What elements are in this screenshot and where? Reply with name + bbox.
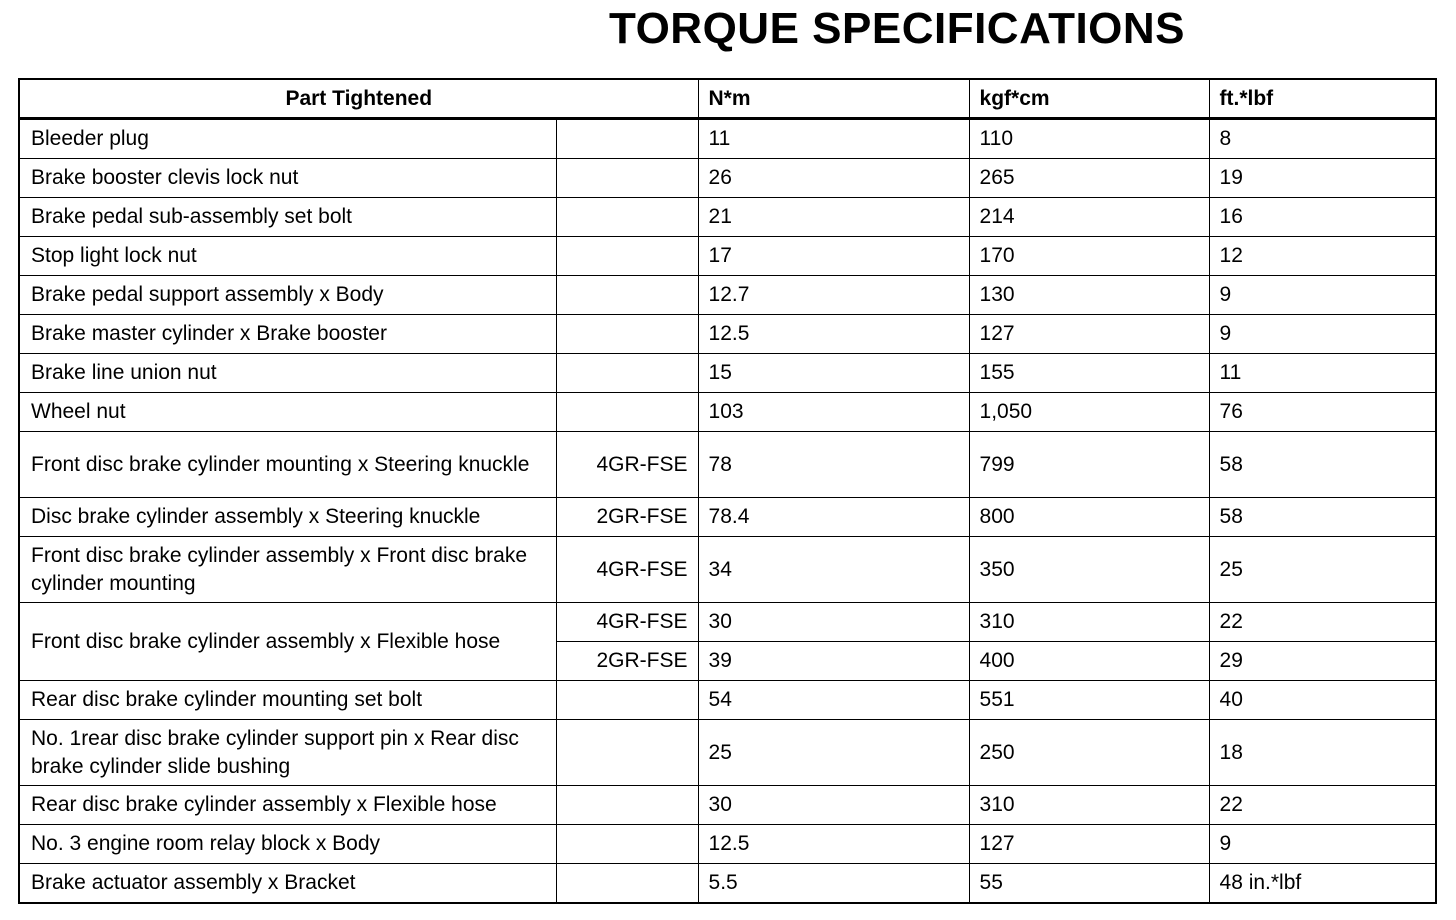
table-row (19, 825, 1436, 864)
ftlbf-cell: 25 (1209, 537, 1436, 603)
variant-cell (556, 354, 698, 393)
part-cell: Brake pedal support assembly x Body (19, 276, 556, 315)
part-cell: Front disc brake cylinder assembly x Flexible hose (19, 603, 556, 681)
table-row (19, 119, 1436, 159)
part-cell: Brake pedal sub-assembly set bolt (19, 198, 556, 237)
part-cell: Front disc brake cylinder mounting x Steering knuckle (19, 432, 556, 498)
part-cell: No. 1rear disc brake cylinder support pin x Rear disc brake cylinder slide bushing (19, 720, 556, 786)
nm-cell: 26 (698, 159, 969, 198)
kgfcm-cell: 551 (969, 681, 1209, 720)
nm-cell: 21 (698, 198, 969, 237)
part-cell: Bleeder plug (19, 119, 556, 159)
variant-cell (556, 393, 698, 432)
part-cell: Brake line union nut (19, 354, 556, 393)
ftlbf-cell: 76 (1209, 393, 1436, 432)
nm-cell: 12.7 (698, 276, 969, 315)
part-cell: Rear disc brake cylinder assembly x Flexible hose (19, 786, 556, 825)
torque-spec-table (18, 78, 1437, 904)
ftlbf-cell: 58 (1209, 498, 1436, 537)
table-row (19, 603, 1436, 642)
ftlbf-cell: 9 (1209, 276, 1436, 315)
ftlbf-cell: 22 (1209, 603, 1436, 642)
nm-cell: 54 (698, 681, 969, 720)
ftlbf-cell: 58 (1209, 432, 1436, 498)
part-cell: Brake master cylinder x Brake booster (19, 315, 556, 354)
variant-cell: 2GR-FSE (556, 498, 698, 537)
variant-cell (556, 825, 698, 864)
variant-cell: 4GR-FSE (556, 432, 698, 498)
kgfcm-cell: 110 (969, 119, 1209, 159)
kgfcm-cell: 130 (969, 276, 1209, 315)
part-cell: Brake booster clevis lock nut (19, 159, 556, 198)
nm-cell: 17 (698, 237, 969, 276)
nm-cell: 30 (698, 786, 969, 825)
variant-cell (556, 786, 698, 825)
ftlbf-cell: 18 (1209, 720, 1436, 786)
table-row (19, 432, 1436, 498)
kgfcm-cell: 250 (969, 720, 1209, 786)
nm-cell: 78 (698, 432, 969, 498)
nm-cell: 78.4 (698, 498, 969, 537)
nm-cell: 103 (698, 393, 969, 432)
nm-cell: 5.5 (698, 864, 969, 904)
header-ftlbf: ft.*lbf (1209, 79, 1436, 119)
variant-cell: 2GR-FSE (556, 642, 698, 681)
table-row (19, 864, 1436, 904)
table-row (19, 537, 1436, 603)
kgfcm-cell: 170 (969, 237, 1209, 276)
variant-cell (556, 119, 698, 159)
table-row (19, 276, 1436, 315)
ftlbf-cell: 8 (1209, 119, 1436, 159)
variant-cell (556, 276, 698, 315)
header-nm: N*m (698, 79, 969, 119)
variant-cell (556, 237, 698, 276)
kgfcm-cell: 350 (969, 537, 1209, 603)
nm-cell: 12.5 (698, 825, 969, 864)
nm-cell: 15 (698, 354, 969, 393)
nm-cell: 11 (698, 119, 969, 159)
table-header-row (19, 79, 1436, 119)
kgfcm-cell: 214 (969, 198, 1209, 237)
part-cell: Rear disc brake cylinder mounting set bolt (19, 681, 556, 720)
ftlbf-cell: 9 (1209, 315, 1436, 354)
variant-cell (556, 198, 698, 237)
nm-cell: 34 (698, 537, 969, 603)
table-row (19, 198, 1436, 237)
variant-cell: 4GR-FSE (556, 603, 698, 642)
nm-cell: 39 (698, 642, 969, 681)
kgfcm-cell: 1,050 (969, 393, 1209, 432)
ftlbf-cell: 19 (1209, 159, 1436, 198)
nm-cell: 12.5 (698, 315, 969, 354)
table-row (19, 786, 1436, 825)
ftlbf-cell: 40 (1209, 681, 1436, 720)
variant-cell (556, 681, 698, 720)
header-part-tightened: Part Tightened (19, 79, 698, 119)
variant-cell (556, 720, 698, 786)
table-row (19, 720, 1436, 786)
variant-cell (556, 315, 698, 354)
table-row (19, 393, 1436, 432)
part-cell: Wheel nut (19, 393, 556, 432)
ftlbf-cell: 29 (1209, 642, 1436, 681)
table-row (19, 498, 1436, 537)
nm-cell: 30 (698, 603, 969, 642)
nm-cell: 25 (698, 720, 969, 786)
kgfcm-cell: 127 (969, 825, 1209, 864)
kgfcm-cell: 55 (969, 864, 1209, 904)
kgfcm-cell: 310 (969, 603, 1209, 642)
ftlbf-cell: 22 (1209, 786, 1436, 825)
page-title: TORQUE SPECIFICATIONS (609, 4, 1186, 53)
ftlbf-cell: 12 (1209, 237, 1436, 276)
part-cell: Front disc brake cylinder assembly x Front disc brake cylinder mounting (19, 537, 556, 603)
ftlbf-cell: 9 (1209, 825, 1436, 864)
ftlbf-cell: 48 in.*lbf (1209, 864, 1436, 904)
kgfcm-cell: 799 (969, 432, 1209, 498)
kgfcm-cell: 400 (969, 642, 1209, 681)
table-row (19, 315, 1436, 354)
part-cell: Stop light lock nut (19, 237, 556, 276)
table-row (19, 237, 1436, 276)
kgfcm-cell: 310 (969, 786, 1209, 825)
ftlbf-cell: 11 (1209, 354, 1436, 393)
table-row (19, 354, 1436, 393)
kgfcm-cell: 155 (969, 354, 1209, 393)
kgfcm-cell: 800 (969, 498, 1209, 537)
table-row (19, 159, 1436, 198)
header-kgfcm: kgf*cm (969, 79, 1209, 119)
part-cell: Brake actuator assembly x Bracket (19, 864, 556, 904)
variant-cell: 4GR-FSE (556, 537, 698, 603)
table-row (19, 681, 1436, 720)
part-cell: No. 3 engine room relay block x Body (19, 825, 556, 864)
variant-cell (556, 864, 698, 904)
ftlbf-cell: 16 (1209, 198, 1436, 237)
part-cell: Disc brake cylinder assembly x Steering knuckle (19, 498, 556, 537)
variant-cell (556, 159, 698, 198)
kgfcm-cell: 265 (969, 159, 1209, 198)
kgfcm-cell: 127 (969, 315, 1209, 354)
